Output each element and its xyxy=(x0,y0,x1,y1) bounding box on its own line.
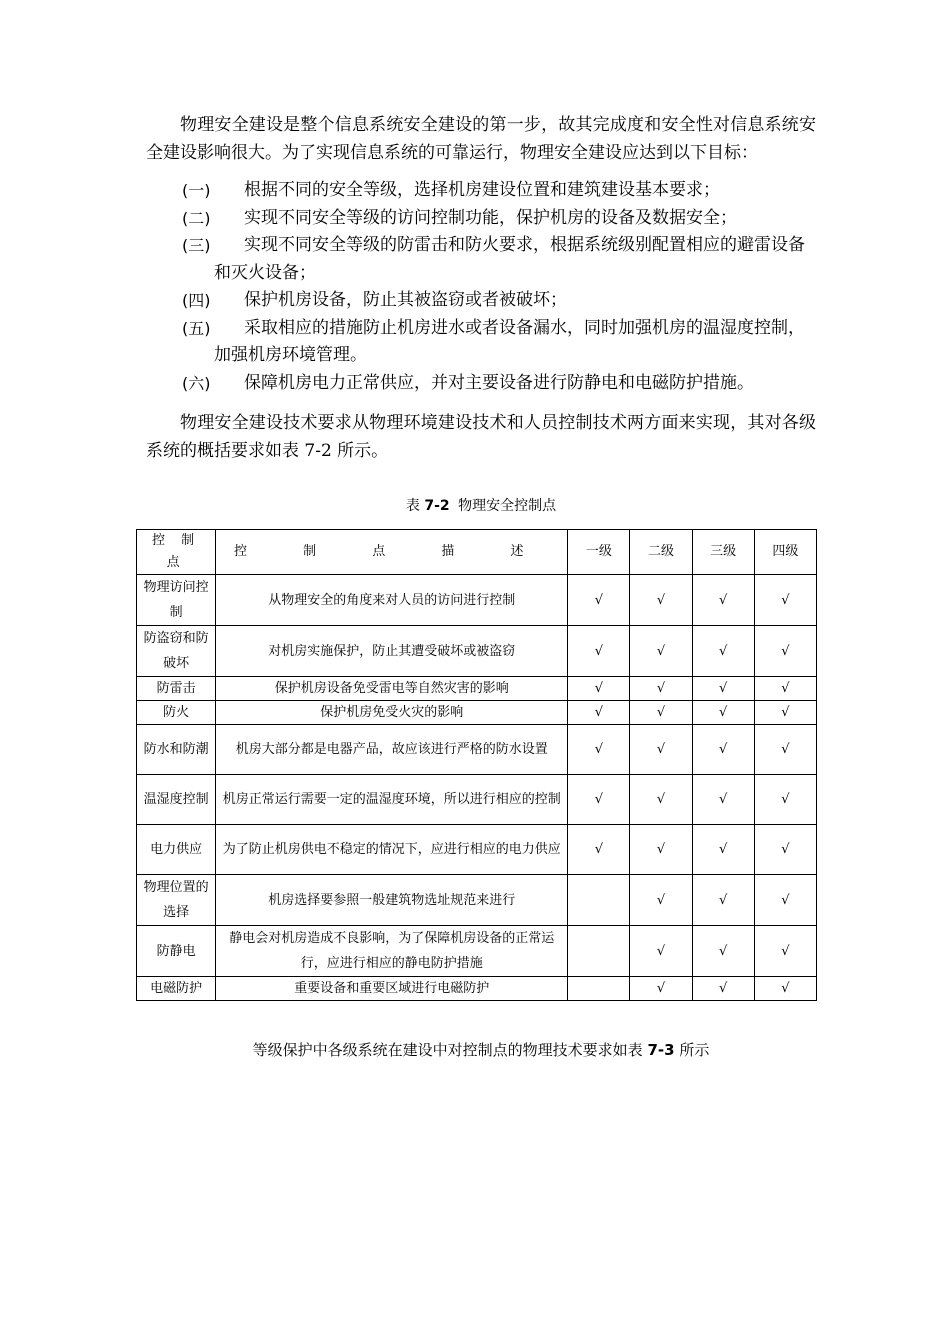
goal-item xyxy=(146,205,816,233)
table-row xyxy=(137,926,817,977)
table-row xyxy=(137,775,817,825)
level-3-check: √ xyxy=(692,977,754,1001)
control-point-description: 静电会对机房造成不良影响，为了保障机房设备的正常运行，应进行相应的静电防护措施 xyxy=(216,926,568,977)
table-row xyxy=(137,825,817,875)
control-point-name: 防盗窃和防破坏 xyxy=(137,626,216,677)
level-1-check: √ xyxy=(568,575,630,626)
goal-text: 保障机房电力正常供应，并对主要设备进行防静电和电磁防护措施。 xyxy=(244,372,754,393)
level-1-check xyxy=(568,875,630,926)
level-2-check: √ xyxy=(630,977,692,1001)
goal-text: 采取相应的措施防止机房进水或者设备漏水，同时加强机房的温湿度控制，加强机房环境管理。 xyxy=(214,317,805,365)
control-point-description: 机房正常运行需要一定的温湿度环境，所以进行相应的控制 xyxy=(216,775,568,825)
table-row xyxy=(137,701,817,725)
level-4-check: √ xyxy=(754,775,816,825)
level-1-check: √ xyxy=(568,677,630,701)
header-level-4: 四级 xyxy=(754,530,816,575)
control-point-name: 物理位置的选择 xyxy=(137,875,216,926)
level-3-check: √ xyxy=(692,926,754,977)
table-row xyxy=(137,575,817,626)
level-2-check: √ xyxy=(630,575,692,626)
level-3-check: √ xyxy=(692,725,754,775)
header-level-2: 二级 xyxy=(630,530,692,575)
goal-item xyxy=(146,370,816,398)
table-row xyxy=(137,725,817,775)
table-row xyxy=(137,677,817,701)
header-level-3: 三级 xyxy=(692,530,754,575)
level-1-check: √ xyxy=(568,825,630,875)
footer-table-number: 7-3 xyxy=(647,1041,675,1059)
goal-text: 实现不同安全等级的访问控制功能，保护机房的设备及数据安全； xyxy=(244,207,737,228)
level-1-check: √ xyxy=(568,701,630,725)
level-1-check: √ xyxy=(568,626,630,677)
control-point-name: 防火 xyxy=(137,701,216,725)
level-1-check: √ xyxy=(568,725,630,775)
footer-text-before: 等级保护中各级系统在建设中对控制点的物理技术要求如表 xyxy=(252,1041,643,1059)
footer-text-after: 所示 xyxy=(679,1041,710,1059)
goal-number: (四) xyxy=(182,291,211,310)
level-1-check xyxy=(568,977,630,1001)
level-3-check: √ xyxy=(692,575,754,626)
caption-number: 7-2 xyxy=(424,498,450,514)
control-point-name: 电力供应 xyxy=(137,825,216,875)
goal-number: (二) xyxy=(182,208,211,228)
control-point-description: 对机房实施保护，防止其遭受破坏或被盗窃 xyxy=(216,626,568,677)
control-points-table xyxy=(136,529,817,1001)
control-point-description: 机房大部分都是电器产品，故应该进行严格的防水设置 xyxy=(216,725,568,775)
goal-text: 实现不同安全等级的防雷击和防火要求，根据系统级别配置相应的避雷设备和灭火设备； xyxy=(214,235,805,283)
control-point-name: 温湿度控制 xyxy=(137,775,216,825)
level-1-check: √ xyxy=(568,775,630,825)
level-3-check: √ xyxy=(692,775,754,825)
header-level-1: 一级 xyxy=(568,530,630,575)
header-description: 控 制 点 描 述 xyxy=(216,530,568,575)
caption-title: 物理安全控制点 xyxy=(458,498,557,514)
level-2-check: √ xyxy=(630,926,692,977)
caption-prefix: 表 xyxy=(405,498,420,514)
control-point-description: 为了防止机房供电不稳定的情况下，应进行相应的电力供应 xyxy=(216,825,568,875)
level-4-check: √ xyxy=(754,725,816,775)
level-4-check: √ xyxy=(754,825,816,875)
level-4-check: √ xyxy=(754,977,816,1001)
level-3-check: √ xyxy=(692,626,754,677)
goal-number: (五) xyxy=(182,318,211,338)
footer-sentence xyxy=(146,1039,816,1060)
goal-item xyxy=(146,315,816,370)
level-2-check: √ xyxy=(630,775,692,825)
level-3-check: √ xyxy=(692,825,754,875)
control-point-description: 保护机房免受火灾的影响 xyxy=(216,701,568,725)
level-2-check: √ xyxy=(630,875,692,926)
level-4-check: √ xyxy=(754,626,816,677)
level-3-check: √ xyxy=(692,677,754,701)
level-2-check: √ xyxy=(630,725,692,775)
control-point-name: 防雷击 xyxy=(137,677,216,701)
goals-list xyxy=(146,177,816,397)
table-caption xyxy=(146,495,816,515)
level-4-check: √ xyxy=(754,575,816,626)
level-4-check: √ xyxy=(754,677,816,701)
control-point-name: 物理访问控制 xyxy=(137,575,216,626)
level-4-check: √ xyxy=(754,926,816,977)
control-point-name: 防水和防潮 xyxy=(137,725,216,775)
header-control-point: 控 制 点 xyxy=(137,530,216,575)
table-header-row xyxy=(137,530,817,575)
goal-text: 保护机房设备，防止其被盗窃或者被破坏； xyxy=(244,290,567,310)
level-2-check: √ xyxy=(630,677,692,701)
goal-number: (一) xyxy=(182,181,211,200)
control-point-description: 从物理安全的角度来对人员的访问进行控制 xyxy=(216,575,568,626)
control-point-description: 保护机房设备免受雷电等自然灾害的影响 xyxy=(216,677,568,701)
goal-item xyxy=(146,232,816,287)
control-point-name: 防静电 xyxy=(137,926,216,977)
level-2-check: √ xyxy=(630,825,692,875)
goal-item xyxy=(146,287,816,315)
summary-paragraph: 物理安全建设技术要求从物理环境建设技术和人员控制技术两方面来实现，其对各级系统的概括要求如表 7-2 所示。 xyxy=(146,413,816,461)
level-2-check: √ xyxy=(630,626,692,677)
goal-number: (六) xyxy=(182,373,211,393)
level-3-check: √ xyxy=(692,701,754,725)
goal-number: (三) xyxy=(182,236,211,255)
level-3-check: √ xyxy=(692,875,754,926)
table-row xyxy=(137,875,817,926)
level-2-check: √ xyxy=(630,701,692,725)
table-row xyxy=(137,626,817,677)
table-row xyxy=(137,977,817,1001)
control-point-description: 重要设备和重要区域进行电磁防护 xyxy=(216,977,568,1001)
document-body xyxy=(143,112,816,1060)
goal-item xyxy=(146,177,816,205)
control-point-description: 机房选择要参照一般建筑物选址规范来进行 xyxy=(216,875,568,926)
level-4-check: √ xyxy=(754,875,816,926)
control-point-name: 电磁防护 xyxy=(137,977,216,1001)
intro-paragraph: 物理安全建设是整个信息系统安全建设的第一步，故其完成度和安全性对信息系统安全建设影响很大。为了实现信息系统的可靠运行，物理安全建设应达到以下目标： xyxy=(146,115,816,163)
level-4-check: √ xyxy=(754,701,816,725)
level-1-check xyxy=(568,926,630,977)
goal-text: 根据不同的安全等级，选择机房建设位置和建筑建设基本要求； xyxy=(244,180,720,200)
